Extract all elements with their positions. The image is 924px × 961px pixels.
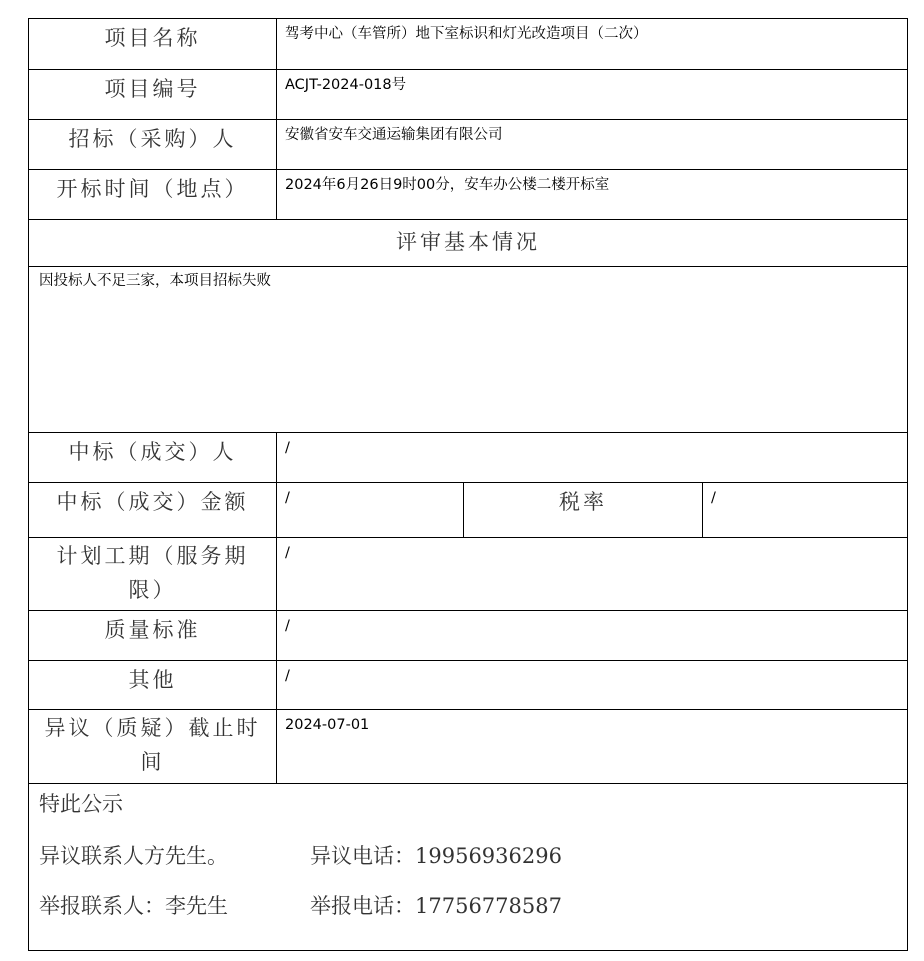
period-label-line2: 限） — [128, 578, 177, 602]
project-name-value: 驾考中心（车管所）地下室标识和灯光改造项目（二次） — [285, 26, 648, 42]
row-review-title — [29, 220, 907, 267]
review-content: 因投标人不足三家，本项目招标失败 — [39, 273, 271, 289]
amount-label: 中标（成交）金额 — [29, 483, 277, 537]
opening-time-value: 2024年6月26日9时00分，安车办公楼二楼开标室 — [285, 177, 610, 193]
row-tenderer — [29, 120, 907, 170]
tenderer-label: 招标（采购）人 — [29, 120, 277, 169]
report-phone: 举报电话：17756778587 — [310, 894, 562, 918]
row-review-content — [29, 267, 907, 433]
project-name-label: 项目名称 — [29, 19, 277, 69]
amount-value: / — [277, 483, 464, 537]
project-number-value: ACJT-2024-018号 — [285, 77, 407, 93]
row-quality — [29, 611, 907, 661]
row-amount — [29, 483, 907, 538]
row-period — [29, 538, 907, 611]
period-label-line1: 计划工期（服务期 — [56, 544, 249, 568]
review-section-title: 评审基本情况 — [396, 230, 540, 254]
objection-deadline-label — [29, 710, 277, 783]
project-number-label: 项目编号 — [29, 70, 277, 119]
row-project-number — [29, 70, 907, 120]
tax-rate-label: 税率 — [464, 483, 703, 537]
objection-deadline-label-line1: 异议（质疑）截止时 — [44, 716, 261, 740]
notice-section — [29, 784, 907, 950]
period-value: / — [285, 545, 290, 561]
row-objection-deadline — [29, 710, 907, 784]
period-label — [29, 538, 277, 610]
notice-title: 特此公示 — [39, 792, 123, 816]
row-winner — [29, 433, 907, 483]
quality-value: / — [285, 618, 290, 634]
tenderer-value: 安徽省安车交通运输集团有限公司 — [285, 127, 503, 143]
row-opening-time — [29, 170, 907, 220]
objection-contact: 异议联系人方先生。 — [39, 844, 228, 868]
row-other — [29, 661, 907, 710]
winner-value: / — [285, 440, 290, 456]
announcement-table — [28, 18, 908, 951]
other-value: / — [285, 668, 290, 684]
report-contact: 举报联系人：李先生 — [39, 894, 228, 918]
row-project-name — [29, 19, 907, 70]
tax-rate-value: / — [711, 490, 716, 506]
quality-label: 质量标准 — [29, 611, 277, 660]
opening-time-label: 开标时间（地点） — [29, 170, 277, 219]
other-label: 其他 — [29, 661, 277, 709]
objection-phone: 异议电话：19956936296 — [310, 844, 562, 868]
objection-deadline-label-line2: 间 — [140, 750, 165, 774]
winner-label: 中标（成交）人 — [29, 433, 277, 482]
objection-deadline-value: 2024-07-01 — [285, 717, 370, 733]
